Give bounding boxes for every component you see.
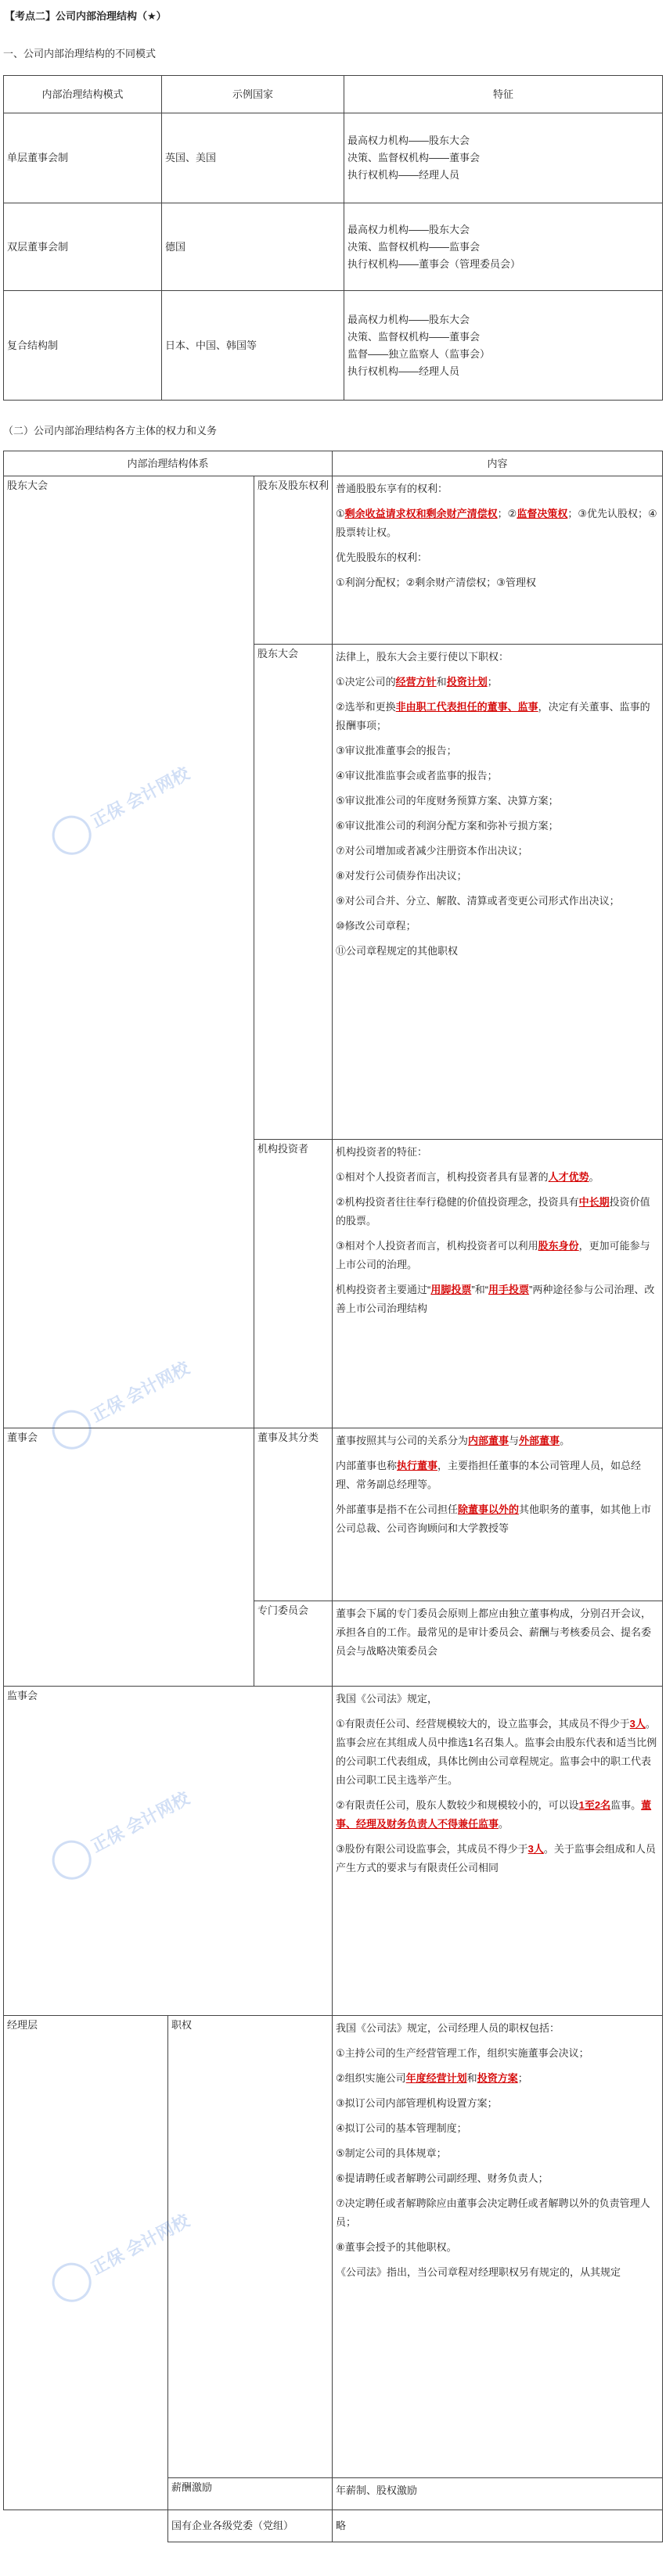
feature-line: 决策、监督权机构——监事会 — [347, 240, 481, 253]
content-paragraph: ③股份有限公司设监事会，其成员不得少于3人。关于监事会组成和人员产生方式的要求与有限责任公司相同 — [336, 1843, 656, 1874]
highlight-text: 除董事以外的 — [458, 1504, 520, 1515]
features-cell — [344, 203, 663, 291]
table-row — [4, 1428, 663, 1601]
mode-cell: 双层董事会制 — [4, 203, 162, 291]
features-cell — [344, 113, 663, 203]
table-row — [4, 291, 663, 401]
table-row — [4, 203, 663, 291]
content-paragraph: 外部董事是指不在公司担任除董事以外的其他职务的董事，如其他上市公司总裁、公司咨询顾问和大学教授等 — [336, 1504, 652, 1534]
feature-line: 执行权机构——经理人员 — [347, 169, 460, 181]
content-paragraph: 法律上，股东大会主要行使以下职权： — [336, 651, 509, 663]
feature-line: 最高权力机构——股东大会 — [347, 135, 470, 146]
content-paragraph: ①相对个人投资者而言，机构投资者具有显著的人才优势。 — [336, 1171, 599, 1183]
watermark-logo: 正保 会计网校 — [45, 742, 225, 867]
rights-header-structure: 内部治理结构体系 — [4, 451, 333, 476]
content-paragraph: 我国《公司法》规定，公司经理人员的职权包括： — [336, 2022, 560, 2034]
features-cell — [344, 291, 663, 401]
content-paragraph: ①利润分配权；②剩余财产清偿权；③管理权 — [336, 577, 536, 588]
table-row — [4, 476, 663, 645]
content-paragraph: ⑤审议批准公司的年度财务预算方案、决算方案； — [336, 795, 559, 807]
highlight-text: 内部董事 — [468, 1435, 509, 1446]
table-row — [4, 2510, 663, 2542]
institutional-investor-content — [333, 1140, 663, 1428]
content-paragraph: ①剩余收益请求权和剩余财产清偿权；②监督决策权；③优先认股权；④股票转让权。 — [336, 508, 657, 538]
shareholder-rights-content — [333, 476, 663, 645]
watermark-logo: 正保 会计网校 — [45, 1337, 225, 1461]
rights-header-content: 内容 — [333, 451, 663, 476]
highlight-text: 剩余收益请求权和剩余财产清偿权 — [344, 508, 498, 519]
highlight-text: 用手投票 — [488, 1284, 530, 1295]
content-paragraph: 机构投资者的特征： — [336, 1146, 428, 1158]
content-paragraph: ②选举和更换非由职工代表担任的董事、监事，决定有关董事、监事的报酬事项； — [336, 701, 650, 731]
highlight-text: 执行董事 — [397, 1460, 438, 1471]
table-row — [4, 113, 663, 203]
incentives-content — [333, 2478, 663, 2510]
modes-header-countries: 示例国家 — [162, 76, 344, 113]
board-label: 董事会 — [4, 1428, 254, 1687]
page-title: 【考点二】公司内部治理结构（★） — [5, 10, 167, 22]
content-paragraph: ①有限责任公司、经营规模较大的，设立监事会，其成员不得少于3人。监事会应在其组成人员中推选1名召集人。监事会由股东代表和适当比例的公司职工代表组成，具体比例由公司章程规定。监事会中的职工代表由公司职工民主选举产生。 — [336, 1718, 657, 1786]
feature-line: 决策、监督权机构——董事会 — [347, 152, 481, 163]
mode-cell: 单层董事会制 — [4, 113, 162, 203]
content-paragraph: ⑤制定公司的具体规章； — [336, 2147, 447, 2159]
feature-line: 执行权机构——经理人员 — [347, 365, 460, 377]
directors-content — [333, 1428, 663, 1601]
countries-cell: 英国、美国 — [162, 113, 344, 203]
content-paragraph: ③相对个人投资者而言，机构投资者可以利用股东身份，更加可能参与上市公司的治理。 — [336, 1240, 650, 1270]
highlight-text: 3人 — [629, 1718, 646, 1730]
feature-line: 监督——独立监察人（监事会） — [347, 347, 491, 360]
party-committee-label: 国有企业各级党委（党组） — [168, 2510, 333, 2542]
content-paragraph: ⑦对公司增加或者减少注册资本作出决议； — [336, 845, 528, 857]
content-paragraph: 年薪制、股权激励 — [336, 2484, 418, 2496]
content-paragraph: ③审议批准董事会的报告； — [336, 745, 457, 756]
committees-content — [333, 1601, 663, 1687]
watermark-logo: 正保 会计网校 — [45, 1767, 225, 1892]
content-paragraph: ②组织实施公司年度经营计划和投资方案； — [336, 2072, 528, 2084]
highlight-text: 年度经营计划 — [405, 2072, 467, 2084]
content-paragraph: ⑨对公司合并、分立、解散、清算或者变更公司形式作出决议； — [336, 895, 620, 907]
content-paragraph: ④拟订公司的基本管理制度； — [336, 2122, 467, 2134]
shareholders-meeting-label: 股东大会 — [4, 476, 254, 1428]
countries-cell: 德国 — [162, 203, 344, 291]
manager-powers-content — [333, 2016, 663, 2478]
content-paragraph: ①决定公司的经营方针和投资计划； — [336, 676, 498, 688]
content-paragraph: ⑥提请聘任或者解聘公司副经理、财务负责人； — [336, 2172, 549, 2184]
manager-powers-label: 职权 — [168, 2016, 333, 2478]
content-paragraph: 我国《公司法》规定， — [336, 1693, 438, 1705]
content-paragraph: ⑩修改公司章程； — [336, 920, 416, 932]
modes-table — [3, 75, 663, 401]
content-paragraph: 内部董事也称执行董事，主要指担任董事的本公司管理人员，如总经理、常务副总经理等。 — [336, 1460, 642, 1490]
table-row — [4, 1687, 663, 2016]
content-paragraph: 董事按照其与公司的关系分为内部董事与外部董事。 — [336, 1435, 571, 1446]
rights-table — [3, 451, 663, 2542]
highlight-text: 监督决策权 — [517, 508, 568, 519]
modes-header-features: 特征 — [344, 76, 663, 113]
content-paragraph: ②有限责任公司，股东人数较少和规模较小的，可以设1至2名监事。董事、经理及财务负责人不得兼任监事。 — [336, 1799, 652, 1830]
content-paragraph: ⑪公司章程规定的其他职权 — [336, 945, 459, 957]
content-paragraph: ④审议批准监事会或者监事的报告； — [336, 770, 498, 781]
content-paragraph: 《公司法》指出，当公司章程对经理职权另有规定的，从其规定 — [336, 2266, 621, 2278]
highlight-text: 1至2名 — [578, 1799, 611, 1811]
modes-header-mode: 内部治理结构模式 — [4, 76, 162, 113]
party-committee-content: 略 — [333, 2510, 663, 2542]
highlight-text: 3人 — [527, 1843, 544, 1855]
highlight-text: 股东身份 — [538, 1240, 579, 1252]
blank-cell — [4, 2510, 168, 2542]
highlight-text: 经营方针 — [395, 676, 437, 688]
highlight-text: 董事、经理及财务负责人不得兼任监事 — [336, 1799, 652, 1830]
table-row — [4, 2016, 663, 2478]
content-paragraph: ①主持公司的生产经营管理工作，组织实施董事会决议； — [336, 2047, 589, 2059]
highlight-text: 投资计划 — [446, 676, 488, 688]
highlight-text: 用脚投票 — [430, 1284, 472, 1295]
content-paragraph: ⑦决定聘任或者解聘除应由董事会决定聘任或者解聘以外的负责管理人员； — [336, 2197, 650, 2228]
section2-title: （二）公司内部治理结构各方主体的权力和义务 — [3, 425, 218, 437]
highlight-text: 中长期 — [578, 1196, 610, 1208]
highlight-text: 投资方案 — [477, 2072, 518, 2084]
shareholder-rights-label: 股东及股东权利 — [254, 476, 333, 645]
feature-line: 最高权力机构——股东大会 — [347, 313, 470, 325]
section1-title: 一、公司内部治理结构的不同模式 — [3, 48, 157, 59]
content-paragraph: ⑧董事会授予的其他职权。 — [336, 2241, 457, 2253]
feature-line: 决策、监督权机构——董事会 — [347, 330, 481, 343]
feature-line: 最高权力机构——股东大会 — [347, 223, 470, 235]
content-paragraph: 机构投资者主要通过“用脚投票”和“用手投票”两种途径参与公司治理、改善上市公司治理结构 — [336, 1284, 655, 1314]
content-paragraph: ⑧对发行公司债券作出决议； — [336, 870, 467, 882]
content-paragraph: 董事会下属的专门委员会原则上都应由独立董事构成，分别召开会议，承担各自的工作。最常见的是审计委员会、薪酬与考核委员会、提名委员会与战略决策委员会 — [336, 1608, 652, 1657]
general-meeting-label: 股东大会 — [254, 645, 333, 1140]
content-paragraph: 优先股股东的权利： — [336, 551, 428, 563]
content-paragraph: 普通股股东享有的权利： — [336, 483, 448, 494]
managers-label: 经理层 — [4, 2016, 168, 2510]
supervisory-board-content — [333, 1687, 663, 2016]
highlight-text: 人才优势 — [548, 1171, 589, 1183]
content-paragraph: ③拟订公司内部管理机构设置方案； — [336, 2097, 498, 2109]
general-meeting-content — [333, 645, 663, 1140]
content-paragraph: ②机构投资者往往奉行稳健的价值投资理念，投资具有中长期投资价值的股票。 — [336, 1196, 650, 1227]
content-paragraph: ⑥审议批准公司的利润分配方案和弥补亏损方案； — [336, 820, 559, 832]
highlight-text: 外部董事 — [519, 1435, 560, 1446]
institutional-investor-label: 机构投资者 — [254, 1140, 333, 1428]
highlight-text: 非由职工代表担任的董事、监事 — [395, 701, 538, 713]
countries-cell: 日本、中国、韩国等 — [162, 291, 344, 401]
committees-label: 专门委员会 — [254, 1601, 333, 1687]
mode-cell: 复合结构制 — [4, 291, 162, 401]
feature-line: 执行权机构——董事会（管理委员会） — [347, 257, 521, 270]
supervisory-board-label: 监事会 — [4, 1687, 333, 2016]
incentives-label: 薪酬激励 — [168, 2478, 333, 2510]
directors-label: 董事及其分类 — [254, 1428, 333, 1601]
watermark-logo: 正保 会计网校 — [45, 2190, 225, 2314]
